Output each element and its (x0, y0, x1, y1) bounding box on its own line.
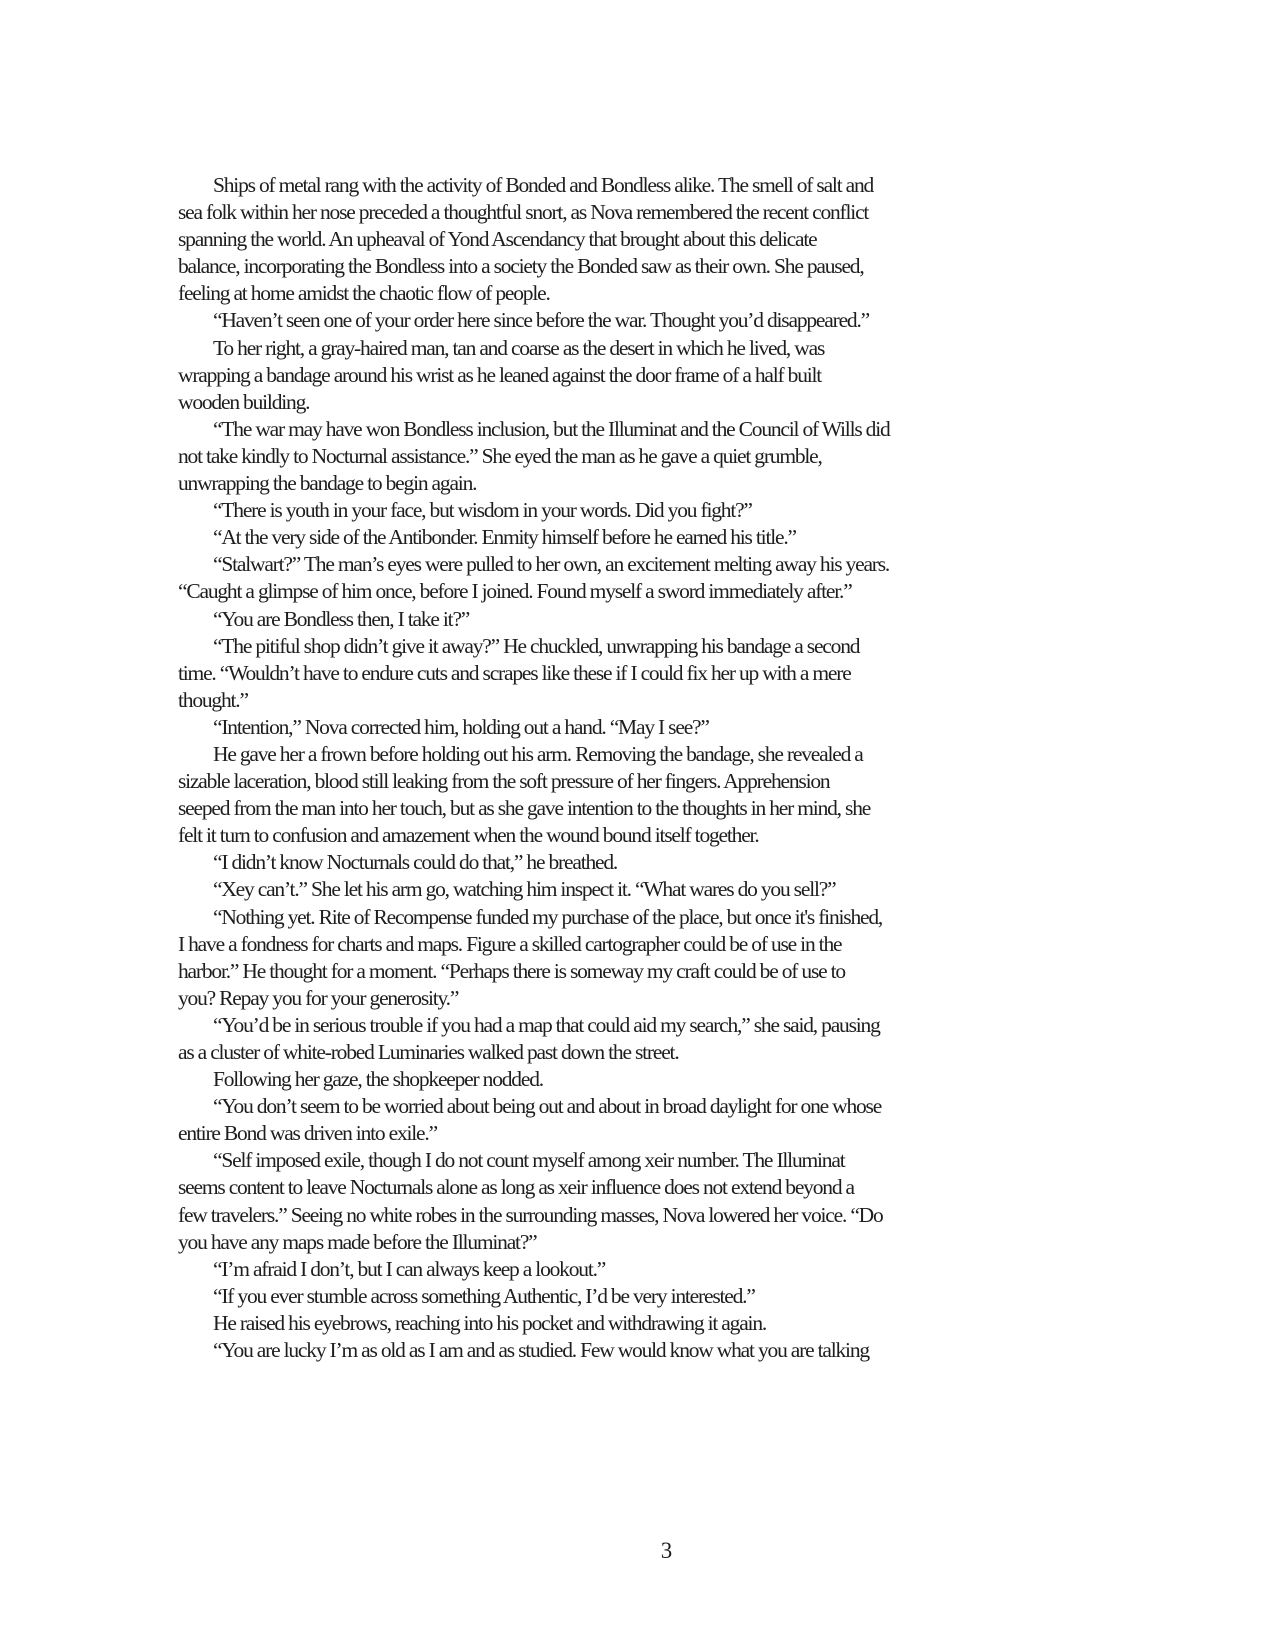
text-line: as a cluster of white-robed Luminaries walked past down the street. (178, 1040, 679, 1064)
text-line: feeling at home amidst the chaotic flow of people. (178, 281, 550, 306)
text-line: not take kindly to Nocturnal assistance.” She eyed the man as he gave a quiet grumble, (178, 443, 822, 468)
text-line: Following her gaze, the shopkeeper nodded. (213, 1067, 543, 1092)
text-line: “You don’t seem to be worried about being out and about in broad daylight for one whose (213, 1094, 882, 1119)
text-line: To her right, a gray-haired man, tan and coarse as the desert in which he lived, was (213, 335, 825, 360)
text-line: “I didn’t know Nocturnals could do that,” he breathed. (213, 850, 618, 875)
text-line: “Xey can’t.” She let his arm go, watching him inspect it. “What wares do you sell?” (213, 877, 836, 902)
text-line: seeped from the man into her touch, but as she gave intention to the thoughts in her mind, she (178, 796, 871, 821)
text-line: you have any maps made before the Illuminat?” (178, 1229, 537, 1254)
text-line: He raised his eyebrows, reaching into his pocket and withdrawing it again. (213, 1310, 767, 1335)
text-line: “Intention,” Nova corrected him, holding out a hand. “May I see?” (213, 714, 709, 739)
text-line: spanning the world. An upheaval of Yond Ascendancy that brought about this delicate (178, 227, 817, 252)
text-line: wooden building. (178, 389, 310, 414)
text-line: “Caught a glimpse of him once, before I joined. Found myself a sword immediately after.” (178, 579, 852, 604)
text-line: sea folk within her nose preceded a thoughtful snort, as Nova remembered the recent conflict (178, 200, 869, 225)
text-line: Ships of metal rang with the activity of Bonded and Bondless alike. The smell of salt and (213, 173, 874, 197)
text-line: “The pitiful shop didn’t give it away?” He chuckled, unwrapping his bandage a second (213, 633, 860, 658)
text-line: “Haven’t seen one of your order here since before the war. Thought you’d disappeared.” (213, 308, 869, 333)
text-line: I have a fondness for charts and maps. Figure a skilled cartographer could be of use in the (178, 931, 842, 956)
body-text (178, 172, 1078, 1364)
text-line: unwrapping the bandage to begin again. (178, 471, 477, 496)
text-line: few travelers.” Seeing no white robes in the surrounding masses, Nova lowered her voice. “Do (178, 1202, 883, 1227)
text-line: “There is youth in your face, but wisdom in your words. Did you fight?” (213, 498, 752, 523)
text-line: “You are lucky I’m as old as I am and as studied. Few would know what you are talking (213, 1338, 869, 1363)
text-line: felt it turn to confusion and amazement when the wound bound itself together. (178, 823, 759, 848)
text-line: He gave her a frown before holding out his arm. Removing the bandage, she revealed a (213, 741, 863, 766)
text-line: thought.” (178, 687, 248, 712)
text-line: “Self imposed exile, though I do not count myself among xeir number. The Illuminat (213, 1148, 845, 1173)
text-line: harbor.” He thought for a moment. “Perhaps there is someway my craft could be of use to (178, 958, 845, 983)
text-line: balance, incorporating the Bondless into a society the Bonded saw as their own. She paused, (178, 254, 864, 279)
text-line: “You are Bondless then, I take it?” (213, 606, 470, 631)
text-line: “I’m afraid I don’t, but I can always keep a lookout.” (213, 1256, 606, 1281)
text-line: wrapping a bandage around his wrist as he leaned against the door frame of a half built (178, 362, 822, 387)
text-line: “At the very side of the Antibonder. Enmity himself before he earned his title.” (213, 525, 796, 550)
text-line: “You’d be in serious trouble if you had a map that could aid my search,” she said, pausing (213, 1012, 880, 1037)
text-line: time. “Wouldn’t have to endure cuts and scrapes like these if I could fix her up with a mere (178, 660, 851, 685)
text-line: “Stalwart?” The man’s eyes were pulled to her own, an excitement melting away his years. (213, 552, 890, 577)
text-line: entire Bond was driven into exile.” (178, 1121, 437, 1146)
text-line: sizable laceration, blood still leaking from the soft pressure of her fingers. Apprehension (178, 769, 830, 794)
page-number: 3 (660, 1538, 673, 1563)
text-line: “If you ever stumble across something Authentic, I’d be very interested.” (213, 1283, 755, 1308)
text-line: you? Repay you for your generosity.” (178, 985, 459, 1010)
text-line: seems content to leave Nocturnals alone as long as xeir influence does not extend beyond a (178, 1175, 854, 1200)
text-line: “Nothing yet. Rite of Recompense funded my purchase of the place, but once it's finished, (213, 904, 883, 929)
text-line: “The war may have won Bondless inclusion, but the Illuminat and the Council of Wills did (213, 416, 890, 441)
